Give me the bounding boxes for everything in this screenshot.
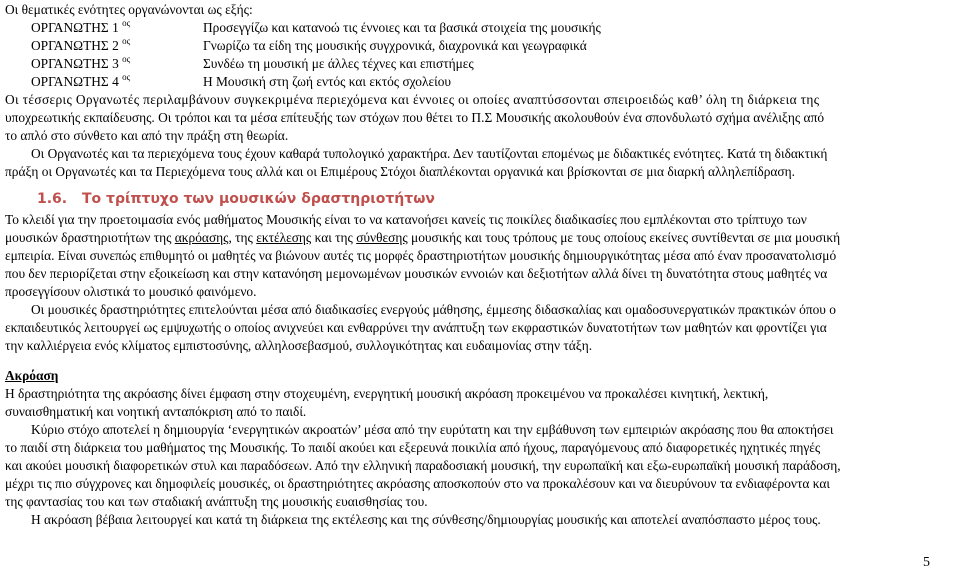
intro-paragraph-1-line-3: το απλό στο σύνθετο και από την πράξη στη θεωρία.	[5, 128, 289, 143]
intro-paragraph-1-line-1: Οι τέσσερις Οργανωτές περιλαμβάνουν συγκεκριμένα περιεχόμενα και έννοιες οι οποίες αναπτύσσονται σπειροειδώς καθ’ όλη τη διάρκεια της	[5, 92, 820, 107]
organotis-2-name: ΟΡΓΑΝΩΤΗΣ 2	[31, 38, 119, 53]
section-paragraph-2-line-2: εκπαιδευτικός λειτουργεί ως εμψυχωτής ο οποίος ανιχνεύει και ενθαρρύνει την ανάπτυξη των εκφραστικών δυνατοτήτων των μαθητών και φροντίζει για	[5, 320, 827, 335]
organotis-2-sup: ος	[122, 36, 131, 46]
organotis-4-sup: ος	[122, 72, 131, 82]
section-paragraph-1-line-5: προσεγγίσουν ολιστικά το μουσικό φαινόμενο.	[5, 284, 257, 299]
organotis-1-sup: ος	[122, 18, 131, 28]
organotis-3-sup: ος	[122, 54, 131, 64]
document-page	[5, 1, 957, 529]
text-run: και της	[311, 230, 357, 245]
organotis-4-desc: Η Μουσική στη ζωή εντός και εκτός σχολείου	[203, 74, 452, 89]
akroasi-paragraph-2-line-5: της φαντασίας του και των σταδιακή ανάπτυξη της μουσικής ευαισθησίας του.	[5, 494, 428, 509]
akroasi-paragraph-2-line-2: το παιδί στη διάρκεια του μαθήματος της Μουσικής. Το παιδί ακούει και εξερευνά ποικιλία από ήχους, παραγόμενους από διαφορετικές ηχητικές πηγές	[5, 440, 821, 455]
organotis-3-desc: Συνδέω τη μουσική με άλλες τέχνες και επιστήμες	[203, 56, 474, 71]
section-paragraph-1-line-4: που δεν περιορίζεται στην εξοικείωση και στην κατανόηση μεμονωμένων μουσικών εννοιών και δεξιοτήτων αλλά δίνει τη δυνατότητα στους μαθητές να	[5, 266, 828, 281]
organotis-4	[5, 73, 957, 91]
text-run: , της	[228, 230, 257, 245]
term-synthesi: σύνθεσης	[356, 230, 408, 245]
organotis-3-name: ΟΡΓΑΝΩΤΗΣ 3	[31, 56, 119, 71]
intro-paragraph-2-line-2: πράξη οι Οργανωτές και τα Περιεχόμενα τους αλλά και οι Επιμέρους Στόχοι διαπλέκονται οργανικά και βρίσκονται σε μια διαρκή αλληλεπίδραση.	[5, 164, 795, 179]
organotis-2-desc: Γνωρίζω τα είδη της μουσικής συγχρονικά, διαχρονικά και γεωγραφικά	[203, 38, 587, 53]
organotis-4-name: ΟΡΓΑΝΩΤΗΣ 4	[31, 74, 119, 89]
akroasi-paragraph-2-line-3: και ακούει μουσική διαφορετικών στυλ και παραδόσεων. Από την ελληνική παραδοσιακή μουσική, την ευρωπαϊκή και εξω-ευρωπαϊκή μουσική παράδοση,	[5, 458, 841, 473]
intro-lead: Οι θεματικές ενότητες οργανώνονται ως εξής:	[5, 2, 253, 17]
term-akroasi: ακρόασης	[174, 230, 229, 245]
organotis-1-name: ΟΡΓΑΝΩΤΗΣ 1	[31, 20, 119, 35]
organotis-1-desc: Προσεγγίζω και κατανοώ τις έννοιες και τα βασικά στοιχεία της μουσικής	[203, 20, 601, 35]
text-run: μουσικής και τους τρόπους με τους οποίους εκείνες συντίθενται σε μια μουσική	[407, 230, 841, 245]
akroasi-paragraph-2-line-1: Κύριο στόχο αποτελεί η δημιουργία ‘ενεργητικών ακροατών’ μέσα από την ευρύτατη και την εμβάθυνση των εμπειριών ακρόασης που θα αποκτήσει	[31, 422, 834, 437]
section-paragraph-2-line-3: την καλλιέργεια ενός κλίματος εμπιστοσύνης, αλληλοσεβασμού, συλλογικότητας και ευδαιμονίας στην τάξη.	[5, 338, 593, 353]
akroasi-heading: Ακρόαση	[5, 368, 59, 383]
organotis-2	[5, 37, 957, 55]
term-ektelesi: εκτέλεσης	[256, 230, 312, 245]
section-paragraph-1-line-2	[5, 229, 957, 247]
intro-paragraph-2-line-1: Οι Οργανωτές και τα περιεχόμενα τους έχουν καθαρά τυπολογικό χαρακτήρα. Δεν ταυτίζονται επομένως με διδακτικές ενότητες. Κατά τη διδακτική	[31, 146, 828, 161]
organotis-3	[5, 55, 957, 73]
section-heading	[5, 189, 957, 209]
section-paragraph-1-line-1: Το κλειδί για την προετοιμασία ενός μαθήματος Μουσικής είναι το να κατανοήσει κανείς τις ποικίλες διαδικασίες που εμπλέκονται στο τρίπτυχο των	[5, 212, 807, 227]
akroasi-paragraph-1-line-2: συναισθηματική και νοητική ανταπόκριση από το παιδί.	[5, 404, 307, 419]
organotis-1	[5, 19, 957, 37]
akroasi-paragraph-2-line-4: μέχρι τις πιο σύγχρονες και δημοφιλείς μουσικές, οι δραστηριότητες ακρόασης αποσκοπούν στο να προκαλέσουν και να διευρύνουν τα ενδιαφέροντα και	[5, 476, 830, 491]
section-title: Το τρίπτυχο των μουσικών δραστηριοτήτων	[82, 191, 435, 207]
akroasi-paragraph-3-line-1: Η ακρόαση βέβαια λειτουργεί και κατά τη διάρκεια της εκτέλεσης και της σύνθεσης/δημιουργίας μουσικής και αποτελεί αναπόσπαστο μέρος τους.	[31, 512, 821, 527]
akroasi-paragraph-1-line-1: Η δραστηριότητα της ακρόασης δίνει έμφαση στην στοχευμένη, ενεργητική μουσική ακρόαση προκειμένου να προκαλέσει κινητική, λεκτική,	[5, 386, 769, 401]
section-number: 1.6.	[37, 191, 68, 207]
section-paragraph-2-line-1: Οι μουσικές δραστηριότητες επιτελούνται μέσα από διαδικασίες ενεργούς μάθησης, έμμεσης διδασκαλίας και ομαδοσυνεργατικών πρακτικών όπου ο	[31, 302, 836, 317]
intro-paragraph-1-line-2: υποχρεωτικής εκπαίδευσης. Οι τρόποι και τα μέσα επίτευξής των στόχων που θέτει το Π.Σ Μουσικής ακολουθούν ένα σπονδυλωτό σχήμα ανέλιξης από	[5, 110, 825, 125]
page-number: 5	[923, 555, 930, 570]
text-run: μουσικών δραστηριοτήτων της	[5, 230, 175, 245]
section-paragraph-1-line-3: εμπειρία. Είναι συνεπώς επιθυμητό οι μαθητές να βιώνουν αυτές τις μορφές δραστηριοτήτων μουσικής δημιουργικότητας μέσα από έναν προσανατολισμό	[5, 248, 837, 263]
